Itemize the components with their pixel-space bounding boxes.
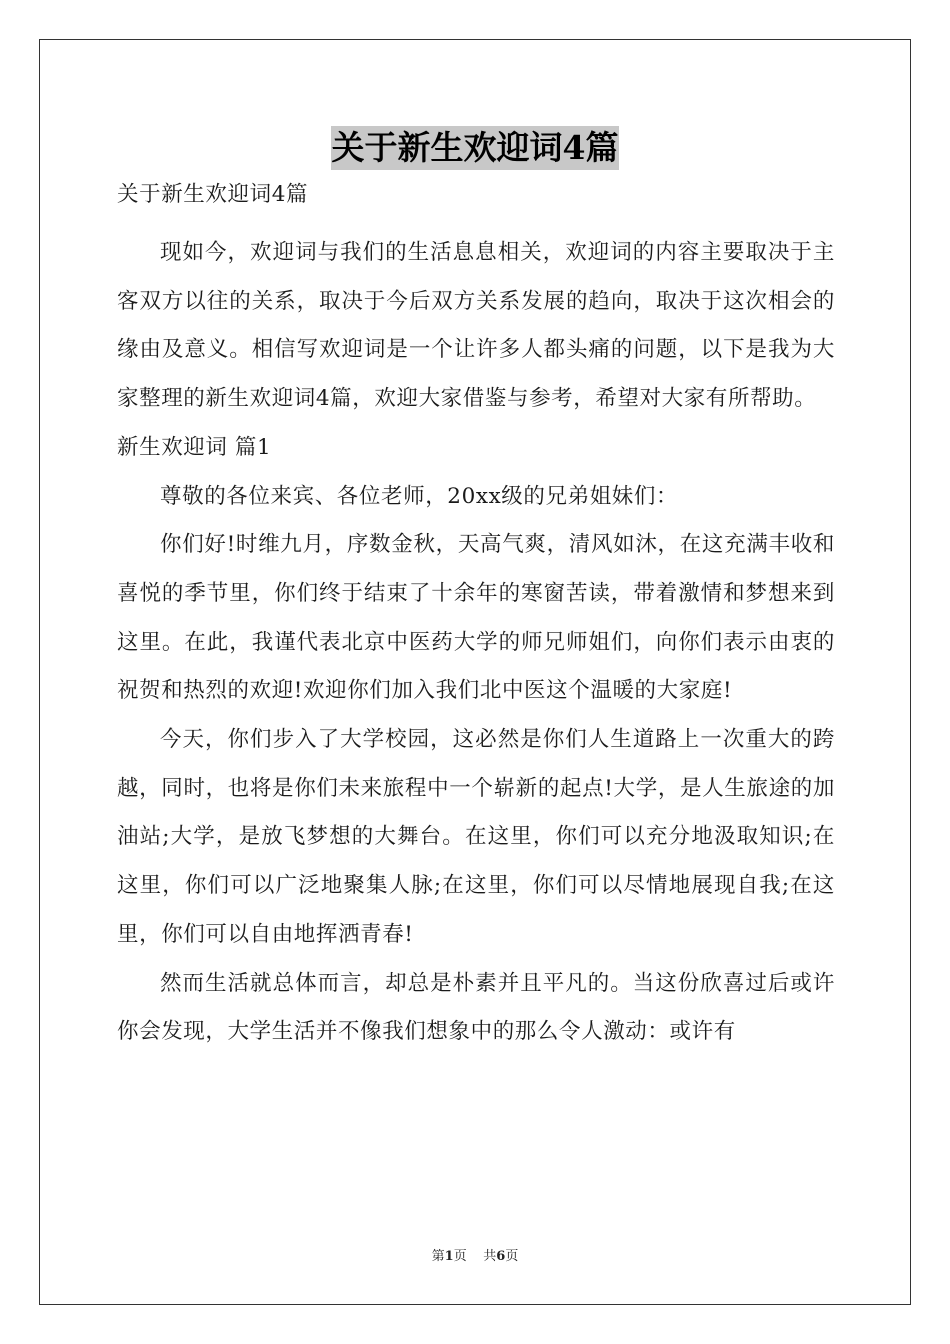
section-heading: 新生欢迎词 篇1 — [117, 434, 272, 460]
page-footer — [0, 1245, 950, 1264]
body-paragraph-campus: 今天，你们步入了大学校园，这必然是你们人生道路上一次重大的跨越，同时，也将是你们未来旅程中一个崭新的起点!大学，是人生旅途的加油站;大学，是放飞梦想的大舞台。在这里，你们可以充分地汲取知识;在这里，你们可以广泛地聚集人脉;在这里，你们可以尽情地展现自我;在这里，你们可以自由地挥洒青春! — [117, 727, 835, 947]
footer-page-prefix: 第 — [431, 1249, 445, 1264]
body-paragraph-salutation: 尊敬的各位来宾、各位老师，20xx级的兄弟姐妹们： — [160, 483, 679, 509]
title-container — [0, 126, 950, 170]
document-title: 关于新生欢迎词4篇 — [331, 126, 620, 170]
footer-total-suffix: 页 — [505, 1249, 519, 1264]
footer-total-pages: 6 — [496, 1249, 506, 1264]
intro-paragraph: 现如今，欢迎词与我们的生活息息相关，欢迎词的内容主要取决于主客双方以往的关系，取决于今后双方关系发展的趋向，取决于这次相会的缘由及意义。相信写欢迎词是一个让许多人都头痛的问题，以下是我为大家整理的新生欢迎词4篇，欢迎大家借鉴与参考，希望对大家有所帮助。 — [117, 240, 835, 412]
footer-total-prefix: 共 — [483, 1249, 497, 1264]
footer-page-number: 1 — [444, 1249, 454, 1264]
footer-page-suffix: 页 — [453, 1249, 467, 1264]
body-paragraph-greeting: 你们好!时维九月，序数金秋，天高气爽，清风如沐，在这充满丰收和喜悦的季节里，你们终于结束了十余年的寒窗苦读，带着激情和梦想来到这里。在此，我谨代表北京中医药大学的师兄师姐们，向你们表示由衷的祝贺和热烈的欢迎!欢迎你们加入我们北中医这个温暖的大家庭! — [117, 532, 835, 704]
document-body — [117, 180, 835, 1057]
document-subtitle: 关于新生欢迎词4篇 — [117, 182, 309, 207]
body-paragraph-life: 然而生活就总体而言，却总是朴素并且平凡的。当这份欣喜过后或许你会发现，大学生活并不像我们想象中的那么令人激动：或许有 — [117, 970, 835, 1045]
